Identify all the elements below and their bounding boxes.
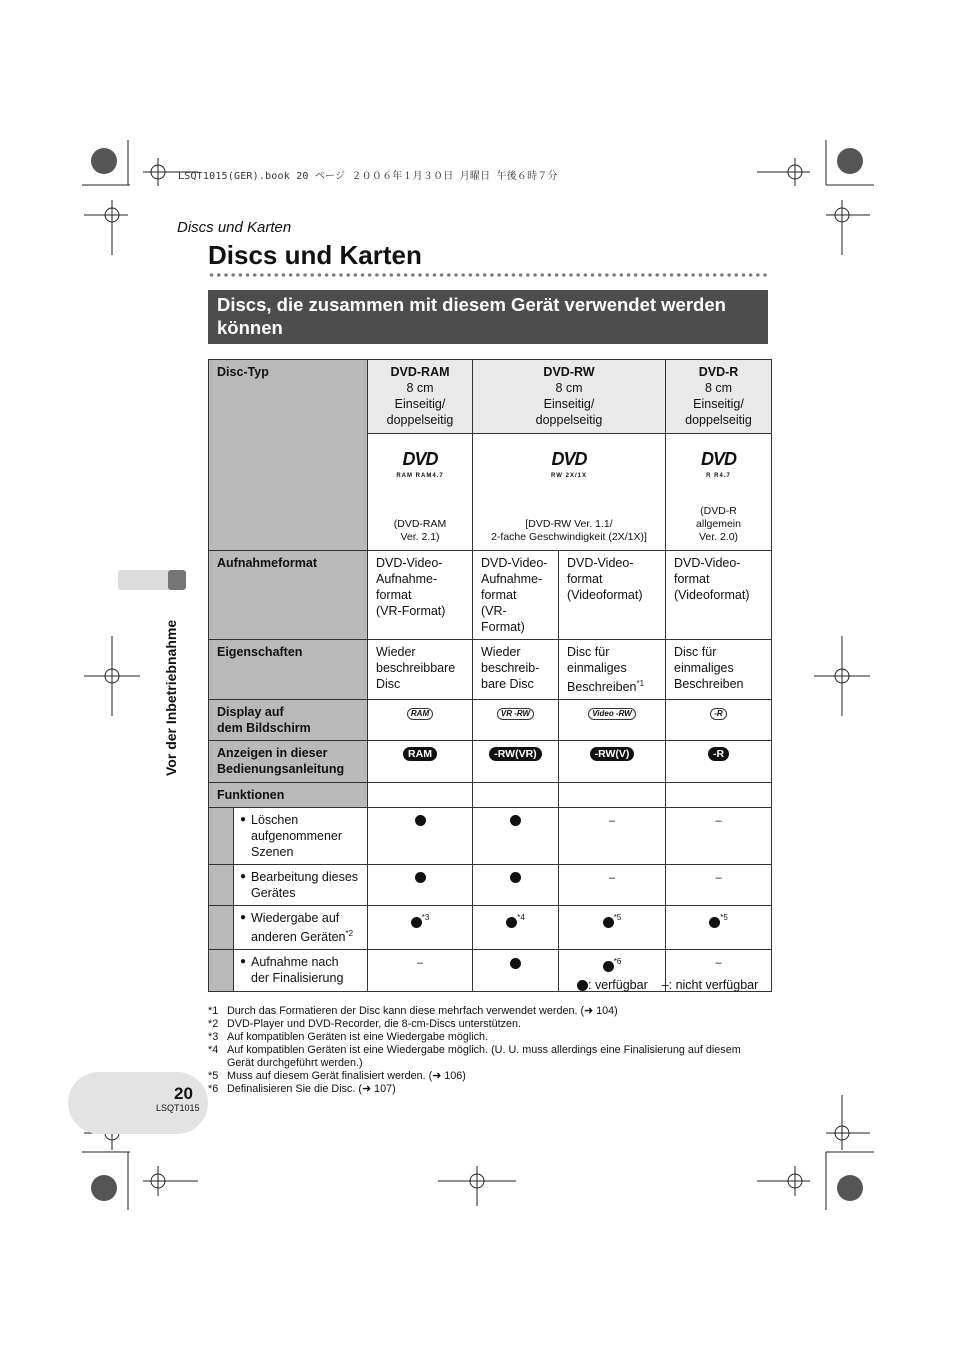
eigenschaften-rw-v [559, 640, 666, 700]
function-cell [666, 808, 772, 865]
aufnahmeformat-r: DVD-Video- format (Videoformat) [666, 551, 772, 640]
display-rw-vr [473, 700, 559, 741]
function-cell [473, 906, 559, 950]
section-banner: Discs, die zusammen mit diesem Gerät verwendet werden können [208, 290, 768, 344]
aufnahmeformat-ram: DVD-Video- Aufnahme- format (VR-Format) [368, 551, 473, 640]
unavailable-dash: – [715, 957, 722, 970]
table-row [209, 551, 772, 640]
function-label-text: Bearbeitung dieses Gerätes [251, 870, 359, 901]
footnote-ref: *2 [345, 929, 354, 939]
footnote-ref: *4 [517, 913, 525, 923]
table-row [209, 865, 772, 906]
footnote [208, 1031, 488, 1044]
footnote-ref: *3 [421, 913, 430, 923]
available-dot-icon [506, 917, 517, 928]
function-cell [473, 808, 559, 865]
aufnahmeformat-rw-v: DVD-Video- format (Videoformat) [559, 551, 666, 640]
dvdram-header [368, 360, 473, 434]
dvdrw-size: 8 cm [555, 381, 583, 395]
dvdr-note3: Ver. 2.0) [698, 531, 739, 543]
display-label-line2: dem Bildschirm [217, 721, 311, 736]
unavailable-dash: – [715, 872, 722, 885]
available-dot-icon [415, 872, 426, 883]
footnote-number: *6 [208, 1083, 219, 1095]
dvdrw-note2: 2-fache Geschwindigkeit (2X/1X)] [491, 531, 647, 543]
available-dot-icon [603, 961, 614, 972]
anzeigen-ram [368, 741, 473, 783]
bullet-icon: ● [240, 912, 247, 924]
table-row [209, 783, 772, 808]
display-label [209, 700, 368, 741]
unavailable-dash: – [715, 815, 722, 828]
function-label [234, 808, 368, 865]
footnote [208, 1005, 618, 1018]
dvdr-logo-sub: R R4.7 [706, 473, 731, 479]
dvdrw-name: DVD-RW [543, 365, 595, 379]
dotted-divider [208, 272, 770, 278]
r-badge: -R [708, 747, 729, 761]
dvdr-sides2: doppelseitig [685, 413, 752, 427]
function-cell [473, 950, 559, 992]
footnote [208, 1083, 396, 1096]
dvdram-size: 8 cm [406, 381, 434, 395]
footnote-ref: *6 [613, 957, 622, 967]
table-row [209, 808, 772, 865]
available-dot-icon [510, 815, 521, 826]
function-cell [559, 906, 666, 950]
side-tab-label: Vor der Inbetriebnahme [163, 619, 179, 776]
table-row [209, 700, 772, 741]
footnote-text: Gerät durchgeführt werden.) [227, 1057, 363, 1069]
r-disc-icon: -R [710, 708, 726, 720]
table-row [209, 906, 772, 950]
unavailable-dash: – [608, 872, 616, 885]
footnote-text: Auf kompatiblen Geräten ist eine Wiedergabe möglich. (U. U. muss allerdings eine Finalisierung auf diesem [227, 1044, 741, 1056]
dvd-logo-icon: DVD [700, 449, 736, 469]
footnote-text: DVD-Player und DVD-Recorder, die 8-cm-Discs unterstützen. [227, 1018, 522, 1030]
print-line: LSQT1015(GER).book 20 ページ ２００６年１月３０日 月曜日 午後６時７分 [178, 171, 558, 182]
eigenschaften-ram: Wieder beschreibbare Disc [368, 640, 473, 700]
rw-vr-disc-icon: VR -RW [497, 708, 534, 720]
anzeigen-label [209, 741, 368, 783]
dvdram-sides: Einseitig/ [394, 397, 446, 411]
dvdrw-sides: Einseitig/ [543, 397, 595, 411]
footnote-ref: *5 [720, 913, 728, 923]
footnote-text: Durch das Formatieren der Disc kann diese mehrfach verwendet werden. (➜ 104) [227, 1005, 618, 1017]
function-cell [368, 906, 473, 950]
table-row [209, 741, 772, 783]
function-label [234, 906, 368, 950]
ram-disc-icon: RAM [407, 708, 433, 720]
available-dot-icon [510, 872, 521, 883]
dvdram-note2: Ver. 2.1) [400, 531, 440, 543]
anzeigen-rw-vr [473, 741, 559, 783]
dvdr-name: DVD-R [698, 365, 739, 379]
eigenschaften-r: Disc für einmaliges Beschreiben [666, 640, 772, 700]
footnote [208, 1018, 521, 1031]
function-cell [559, 865, 666, 906]
disc-typ-label: Disc-Typ [209, 360, 368, 551]
side-tab [118, 570, 186, 590]
legend [577, 978, 758, 992]
function-cell [666, 865, 772, 906]
side-tab-marker [168, 570, 186, 590]
function-label [234, 950, 368, 992]
dvdrw-sides2: doppelseitig [535, 413, 603, 427]
page-code: LSQT1015 [156, 1103, 200, 1113]
aufnahmeformat-rw-vr: DVD-Video- Aufnahme- format (VR-Format) [473, 551, 559, 640]
footnote-ref: *5 [613, 913, 622, 923]
dvdrw-note: [DVD-RW Ver. 1.1/ [525, 518, 613, 530]
table-row [209, 640, 772, 700]
function-label [234, 865, 368, 906]
funktionen-label: Funktionen [209, 783, 368, 808]
display-label-line1: Display auf [217, 705, 284, 720]
empty-cell [666, 783, 772, 808]
dvdram-note: (DVD-RAM [393, 518, 447, 530]
dvdrw-logo-sub: RW 2X/1X [551, 473, 587, 479]
dvd-logo-icon: DVD [402, 449, 438, 469]
function-label-text: Löschen aufgenommener Szenen [251, 813, 343, 860]
footnote [208, 1044, 741, 1057]
dvdrw-logo-cell [473, 434, 666, 551]
disc-table [208, 359, 772, 992]
dvdr-note: (DVD-R [700, 505, 737, 517]
dvdram-name: DVD-RAM [390, 365, 450, 379]
function-cell [368, 865, 473, 906]
dvdr-header [666, 360, 772, 434]
footnote-ref: *1 [636, 679, 645, 688]
footnote-number: *3 [208, 1031, 219, 1043]
function-label-text: Wiedergabe auf anderen Geräten$^{*2}$ [251, 911, 354, 945]
dvdrw-header [473, 360, 666, 434]
footnote [208, 1070, 466, 1083]
footnote-number: *1 [208, 1005, 219, 1017]
page-number: 20 [174, 1084, 193, 1103]
rw-video-disc-icon: Video -RW [588, 708, 636, 720]
anzeigen-r [666, 741, 772, 783]
anzeigen-label-line1: Anzeigen in dieser [217, 746, 328, 761]
gutter-cell [209, 950, 234, 992]
table-row [209, 360, 772, 434]
ram-badge: RAM [403, 747, 437, 761]
available-dot-icon [510, 958, 521, 969]
legend-available: : verfügbar [588, 978, 648, 992]
eigenschaften-rw-v-text: Disc für einmaliges Beschreiben [567, 645, 637, 695]
dvdr-size: 8 cm [704, 381, 733, 395]
dvd-logo-icon: DVD [551, 449, 587, 469]
eigenschaften-rw-vr: Wieder beschreib- bare Disc [473, 640, 559, 700]
empty-cell [473, 783, 559, 808]
footnote-text: Muss auf diesem Gerät finalisiert werden. (➜ 106) [227, 1070, 466, 1082]
available-dot-icon [411, 917, 422, 928]
dvdr-sides: Einseitig/ [693, 397, 744, 411]
dvdr-logo-cell [666, 434, 772, 551]
dvdram-logo-sub: RAM RAM4.7 [396, 473, 444, 479]
footnote-text: Definalisieren Sie die Disc. (➜ 107) [227, 1083, 396, 1095]
function-cell [473, 865, 559, 906]
dvdram-logo-cell [368, 434, 473, 551]
footnote-number: *4 [208, 1044, 219, 1056]
function-label-text: Aufnahme nach der Finalisierung [251, 955, 344, 986]
gutter-cell [209, 808, 234, 865]
display-r [666, 700, 772, 741]
function-cell [368, 808, 473, 865]
dvdr-note2: allgemein [696, 518, 741, 530]
function-cell [368, 950, 473, 992]
available-dot-icon [415, 815, 426, 826]
available-dot-icon [709, 917, 720, 928]
page-title: Discs und Karten [208, 240, 422, 270]
gutter-cell [209, 906, 234, 950]
legend-unavailable: –: nicht verfügbar [661, 978, 759, 992]
footnote-number: *2 [208, 1018, 219, 1030]
anzeigen-rw-v [559, 741, 666, 783]
bullet-icon: ● [240, 814, 247, 826]
available-dot-icon [577, 980, 588, 991]
unavailable-dash: – [608, 815, 616, 828]
gutter-cell [209, 865, 234, 906]
bullet-icon: ● [240, 956, 247, 968]
display-ram [368, 700, 473, 741]
eigenschaften-label: Eigenschaften [209, 640, 368, 700]
aufnahmeformat-label: Aufnahmeformat [209, 551, 368, 640]
footnote-text: Auf kompatiblen Geräten ist eine Wiedergabe möglich. [227, 1031, 489, 1043]
function-cell [666, 906, 772, 950]
running-head: Discs und Karten [177, 219, 292, 236]
footnote-number: *5 [208, 1070, 219, 1082]
rw-v-badge: -RW(V) [590, 747, 635, 761]
bullet-icon: ● [240, 871, 247, 883]
empty-cell [559, 783, 666, 808]
rw-vr-badge: -RW(VR) [489, 747, 541, 761]
anzeigen-label-line2: Bedienungsanleitung [217, 762, 345, 777]
available-dot-icon [603, 917, 614, 928]
unavailable-dash: – [416, 957, 424, 970]
footnote [208, 1057, 363, 1070]
empty-cell [368, 783, 473, 808]
function-cell [559, 808, 666, 865]
dvdram-sides2: doppelseitig [386, 413, 454, 427]
display-rw-v [559, 700, 666, 741]
